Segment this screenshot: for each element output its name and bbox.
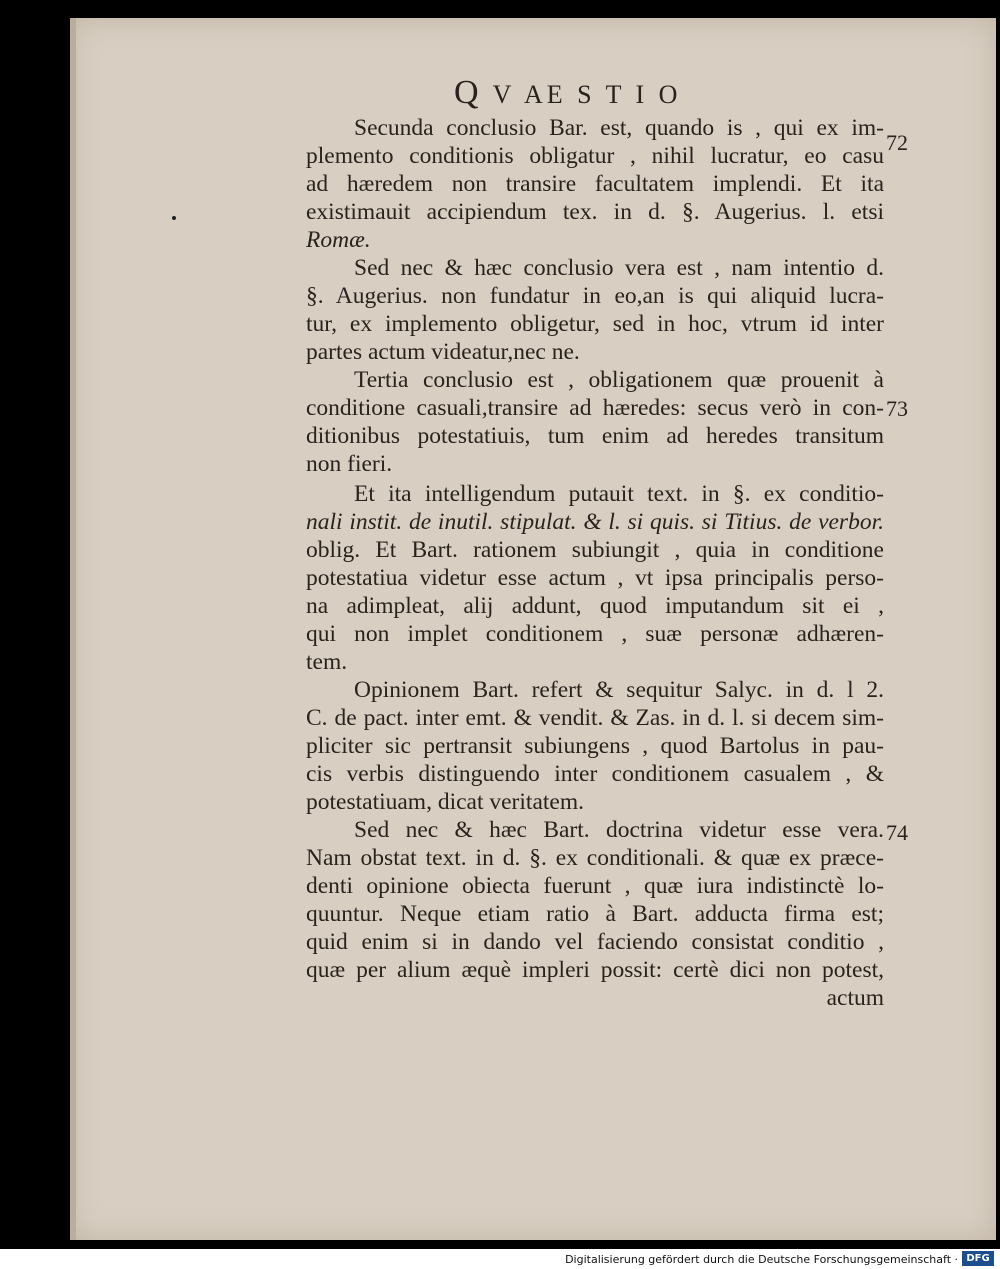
- text-line: Tertia conclusio est , obligationem quæ prouenit à: [354, 367, 884, 393]
- paragraph-6: [306, 816, 884, 1012]
- text-line: Sed nec & hæc Bart. doctrina videtur esse vera.: [354, 817, 884, 843]
- text-line: partes actum videatur,nec ne.: [306, 339, 580, 365]
- paragraph-2: [306, 254, 884, 366]
- text-line: potestatiuam, dicat veritatem.: [306, 789, 584, 815]
- text-line: nali instit. de inutil. stipulat. & l. si quis. si Titius. de verbor.: [306, 509, 884, 535]
- paragraph-1: [306, 114, 884, 254]
- text-line: existimauit accipiendum tex. in d. §. Augerius. l. etsi: [306, 199, 884, 225]
- paragraph-5: [306, 676, 884, 816]
- text-line: ditionibus potestatiuis, tum enim ad heredes transitum: [306, 423, 884, 449]
- text-line: Nam obstat text. in d. §. ex conditionali. & quæ ex præce-: [306, 845, 884, 871]
- running-head: [454, 74, 681, 112]
- text-line: qui non implet conditionem , suæ personæ adhæren-: [306, 621, 884, 647]
- text-line: oblig. Et Bart. rationem subiungit , quia in conditione: [306, 537, 884, 563]
- text-line: quid enim si in dando vel faciendo consistat conditio ,: [306, 929, 884, 955]
- ink-speck: [172, 216, 176, 220]
- text-line: na adimpleat, alij addunt, quod imputandum sit ei ,: [306, 593, 884, 619]
- running-head-initial: Q: [454, 74, 483, 111]
- catchword: actum: [826, 985, 884, 1011]
- text-line: quuntur. Neque etiam ratio à Bart. adducta firma est;: [306, 901, 884, 927]
- page-edge: [70, 18, 76, 1240]
- paragraph-3: [306, 366, 884, 478]
- text-line: ad hæredem non transire facultatem implendi. Et ita: [306, 171, 884, 197]
- margin-number: 74: [886, 820, 908, 845]
- text-line: Sed nec & hæc conclusio vera est , nam intentio d.: [354, 255, 884, 281]
- text-line: Et ita intelligendum putauit text. in §. ex conditio-: [354, 481, 884, 507]
- text-line: pliciter sic pertransit subiungens , quod Bartolus in pau-: [306, 733, 884, 759]
- margin-number: 72: [886, 130, 908, 155]
- text-line: cis verbis distinguendo inter conditionem casualem , &: [306, 761, 884, 787]
- text-line: denti opinione obiecta fuerunt , quæ iura indistinctè lo-: [306, 873, 884, 899]
- text-line: non fieri.: [306, 451, 393, 477]
- text-line: quæ per alium æquè impleri possit: certè dici non potest,: [306, 957, 884, 983]
- text-line: C. de pact. inter emt. & vendit. & Zas. in d. l. si decem sim-: [306, 705, 884, 731]
- footer-credit: Digitalisierung gefördert durch die Deutsche Forschungsgemeinschaft ·: [565, 1253, 958, 1266]
- text-line: plemento conditionis obligatur , nihil lucratur, eo casu: [306, 143, 884, 169]
- dfg-logo-icon: DFG: [962, 1251, 994, 1266]
- text-line: tem.: [306, 649, 348, 675]
- text-line: tur, ex implemento obligetur, sed in hoc, vtrum id inter: [306, 311, 884, 337]
- paragraph-4: [306, 480, 884, 676]
- text-line: Romæ.: [306, 227, 371, 253]
- running-head-rest: V AE S T I O: [492, 80, 682, 109]
- text-line: conditione casuali,transire ad hæredes: secus verò in con-: [306, 395, 884, 421]
- margin-number: 73: [886, 396, 908, 421]
- text-line: potestatiua videtur esse actum , vt ipsa principalis perso-: [306, 565, 884, 591]
- text-line: Opinionem Bart. refert & sequitur Salyc. in d. l 2.: [354, 677, 884, 703]
- text-line: Secunda conclusio Bar. est, quando is , qui ex im-: [354, 115, 884, 141]
- text-line: §. Augerius. non fundatur in eo,an is qui aliquid lucra-: [306, 283, 884, 309]
